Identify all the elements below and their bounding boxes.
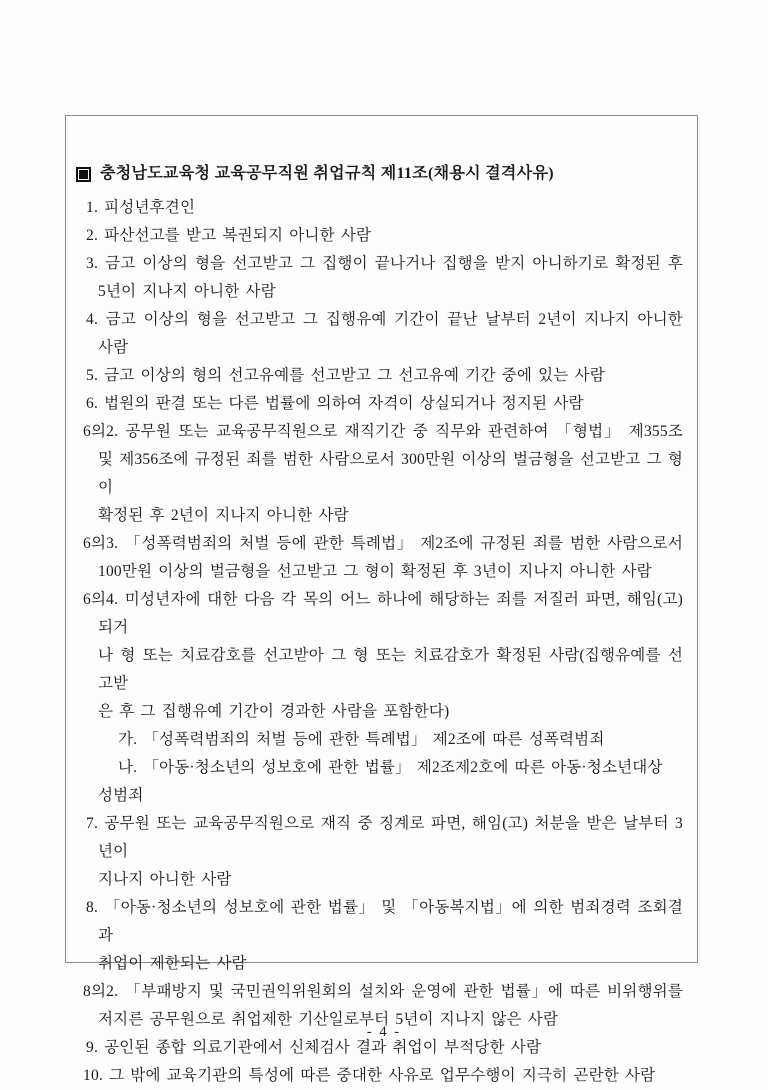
- list-line: [83, 978, 683, 1006]
- square-bullet-icon: [76, 167, 91, 182]
- list-line: 확정된 후 2년이 지나지 아니한 사람: [98, 507, 349, 524]
- list-line: [98, 726, 683, 754]
- list-line: [86, 362, 683, 390]
- item-text: 공무원 또는 교육공무직원으로 재직 중 징계로 파면, 해임(고) 처분을 받은 날부터 3년이: [98, 815, 683, 860]
- list-line: 나 형 또는 치료감호를 선고받아 그 형 또는 치료감호가 확정된 사람(집행유예를 선고받: [98, 647, 683, 692]
- list-line: 저지른 공무원으로 취업제한 기산일로부터 5년이 지나지 않은 사람: [98, 1011, 559, 1028]
- page-title: [76, 161, 683, 187]
- item-text: 「아동·청소년의 성보호에 관한 법률」 및 「아동복지법」에 의한 범죄경력 조회결과: [98, 899, 683, 944]
- list-item: [86, 810, 683, 894]
- item-text: 미성년자에 대한 다음 각 목의 어느 하나에 해당하는 죄를 저질러 파면, 해임(고)되거: [98, 591, 683, 636]
- item-number: 6의2.: [83, 423, 119, 440]
- item-text: 공무원 또는 교육공무직원으로 재직기간 중 직무와 관련하여 「형법」 제355조: [125, 423, 684, 440]
- list-item: [86, 390, 683, 418]
- item-number: 6의4.: [83, 591, 119, 608]
- list-item: [86, 250, 683, 306]
- list-line: 은 후 그 집행유예 기간이 경과한 사람을 포함한다): [98, 703, 450, 720]
- list-item: [86, 222, 683, 250]
- item-number: 4.: [86, 311, 99, 328]
- item-text: 「부패방지 및 국민권익위원회의 설치와 운영에 관한 법률」에 따른 비위행위를: [124, 983, 683, 1000]
- item-number: 6.: [86, 395, 99, 412]
- item-text: 「성폭력범죄의 처벌 등에 관한 특례법」 제2조에 따른 성폭력범죄: [143, 731, 605, 748]
- item-number: 8의2.: [83, 983, 119, 1000]
- list-item: [83, 418, 684, 530]
- list-sub-item: [98, 726, 683, 754]
- item-number: 나.: [118, 759, 138, 776]
- item-text: 피성년후견인: [104, 199, 196, 216]
- item-text: 공인된 종합 의료기관에서 신체검사 결과 취업이 부적당한 사람: [104, 1039, 542, 1056]
- list-line: [86, 222, 683, 250]
- item-number: 10.: [83, 1067, 103, 1084]
- page-number: - 4 -: [366, 1024, 402, 1040]
- list-line: [86, 194, 683, 222]
- item-number: 5.: [86, 367, 99, 384]
- list-line: [83, 530, 683, 558]
- item-text: 「성폭력범죄의 처벌 등에 관한 특례법」 제2조에 규정된 죄를 범한 사람으로서: [124, 535, 683, 552]
- list-item: [86, 894, 683, 978]
- item-number: 1.: [86, 199, 99, 216]
- item-text: 금고 이상의 형을 선고받고 그 집행유예 기간이 끝난 날부터 2년이 지나지 아니한: [105, 311, 683, 328]
- list-item: [86, 194, 683, 222]
- item-text: 법원의 판결 또는 다른 법률에 의하여 자격이 상실되거나 정지된 사람: [104, 395, 584, 412]
- list-line: 및 제356조에 규정된 죄를 범한 사람으로서 300만원 이상의 벌금형을 선고받고 그 형이: [98, 451, 683, 496]
- list-line: 5년이 지나지 아니한 사람: [98, 283, 276, 300]
- list-line: [86, 894, 683, 950]
- list-line: [86, 306, 683, 334]
- list-line: 지나지 아니한 사람: [98, 871, 232, 888]
- item-text: 그 밖에 교육기관의 특성에 따른 중대한 사유로 업무수행이 지극히 곤란한 사람: [109, 1067, 656, 1084]
- item-text: 「아동·청소년의 성보호에 관한 법률」 제2조제2호에 따른 아동·청소년대상 성범죄: [98, 759, 663, 804]
- list-line: [86, 390, 683, 418]
- item-text: 금고 이상의 형의 선고유예를 선고받고 그 선고유예 기간 중에 있는 사람: [104, 367, 605, 384]
- item-text: 파산선고를 받고 복권되지 아니한 사람: [104, 227, 372, 244]
- list-sub-item: [98, 754, 683, 810]
- item-number: 8.: [86, 899, 99, 916]
- list-item: [86, 362, 683, 390]
- item-text: 금고 이상의 형을 선고받고 그 집행이 끝나거나 집행을 받지 아니하기로 확정된 후: [105, 255, 683, 272]
- list-item: [86, 306, 683, 362]
- item-number: 가.: [118, 731, 138, 748]
- list-line: [83, 586, 683, 642]
- list-line: 100만원 이상의 벌금형을 선고받고 그 형이 확정된 후 3년이 지나지 아니한 사람: [98, 563, 652, 580]
- list-line: [86, 250, 683, 278]
- item-number: 2.: [86, 227, 99, 244]
- list-line: 사람: [98, 339, 129, 356]
- item-number: 9.: [86, 1039, 99, 1056]
- item-number: 6의3.: [83, 535, 119, 552]
- list-line: 취업이 제한되는 사람: [98, 955, 247, 972]
- list-line: [83, 418, 684, 446]
- page-title-text: 충청남도교육청 교육공무직원 취업규칙 제11조(채용시 결격사유): [100, 165, 554, 182]
- list-item: [83, 530, 683, 586]
- list-item: [83, 586, 683, 726]
- regulation-box: [65, 115, 698, 1084]
- item-number: 3.: [86, 255, 99, 272]
- list-line: [98, 754, 683, 810]
- list-line: [86, 810, 683, 866]
- item-number: 7.: [86, 815, 99, 832]
